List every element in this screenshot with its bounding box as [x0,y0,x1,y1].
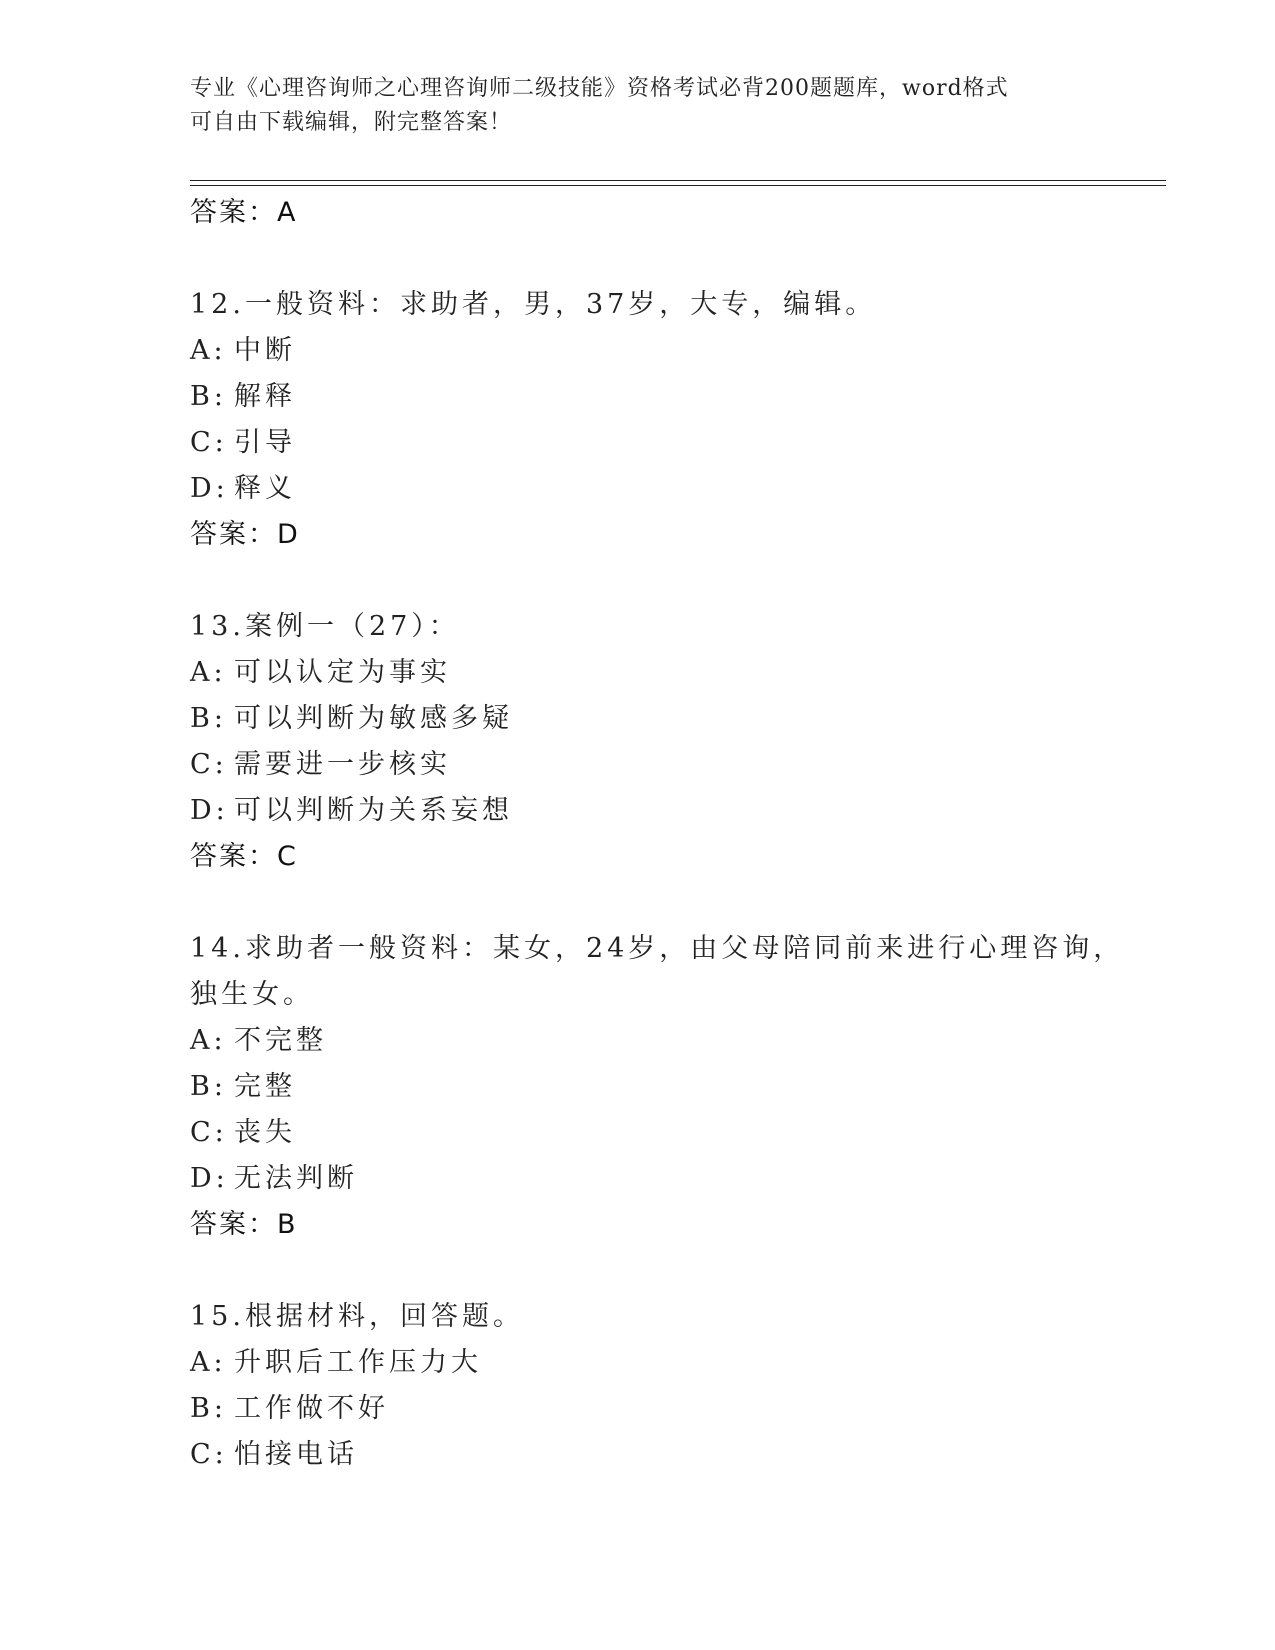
option-c [190,1110,1150,1156]
option-text: 解释 [234,381,296,412]
option-text: 无法判断 [234,1163,358,1194]
option-d [190,466,1150,512]
option-text: 可以判断为关系妄想 [234,795,513,826]
option-text: 不完整 [234,1025,327,1056]
question-block [190,282,1150,558]
question-list [190,190,1150,1478]
option-c [190,1432,1150,1478]
spacer [190,880,1150,926]
option-text: 中断 [234,335,296,366]
option-b [190,1064,1150,1110]
option-letter: C: [190,427,228,458]
spacer [190,1248,1150,1294]
option-text: 怕接电话 [234,1439,358,1470]
option-text: 丧失 [234,1117,296,1148]
option-c [190,420,1150,466]
question-stem: 13.案例一（27）： [190,611,460,642]
option-letter: A: [190,657,227,688]
question-stem: 15.根据材料，回答题。 [190,1301,524,1332]
option-d [190,788,1150,834]
option-letter: D: [190,473,229,504]
option-letter: C: [190,749,228,780]
option-text: 可以判断为敏感多疑 [234,703,513,734]
option-letter: A: [190,335,227,366]
option-text: 可以认定为事实 [234,657,451,688]
option-letter: B: [190,1393,227,1424]
header-rule-bottom [190,185,1166,186]
option-letter: C: [190,1117,228,1148]
question-block [190,926,1150,1248]
question-block [190,604,1150,880]
option-a [190,1018,1150,1064]
option-a [190,650,1150,696]
header-line-1: 专业《心理咨询师之心理咨询师二级技能》资格考试必背200题题库，word格式 [190,76,1009,101]
spacer [190,558,1150,604]
option-text: 完整 [234,1071,296,1102]
option-c [190,742,1150,788]
question-stem: 12.一般资料：求助者，男，37岁，大专，编辑。 [190,289,877,320]
option-letter: B: [190,1071,227,1102]
option-text: 升职后工作压力大 [234,1347,482,1378]
spacer [190,236,1150,282]
option-letter: D: [190,795,229,826]
option-b [190,374,1150,420]
answer-line: 答案：C [190,841,298,872]
option-text: 释义 [234,473,296,504]
option-a [190,1340,1150,1386]
option-b [190,696,1150,742]
option-letter: A: [190,1347,227,1378]
option-text: 工作做不好 [234,1393,389,1424]
answer-line: 答案：A [190,197,298,228]
header-line-2: 可自由下载编辑，附完整答案！ [190,110,513,135]
option-text: 引导 [234,427,296,458]
option-letter: B: [190,381,227,412]
option-letter: A: [190,1025,227,1056]
option-letter: C: [190,1439,228,1470]
option-text: 需要进一步核实 [234,749,451,780]
question-block [190,1294,1150,1478]
document-header [190,72,1090,140]
option-d [190,1156,1150,1202]
question-stem: 14.求助者一般资料：某女，24岁，由父母陪同前来进行心理咨询，独生女。 [190,933,1125,1010]
option-letter: B: [190,703,227,734]
header-rule-top [190,180,1166,181]
option-b [190,1386,1150,1432]
answer-line: 答案：D [190,519,300,550]
answer-line: 答案：B [190,1209,298,1240]
option-letter: D: [190,1163,229,1194]
option-a [190,328,1150,374]
